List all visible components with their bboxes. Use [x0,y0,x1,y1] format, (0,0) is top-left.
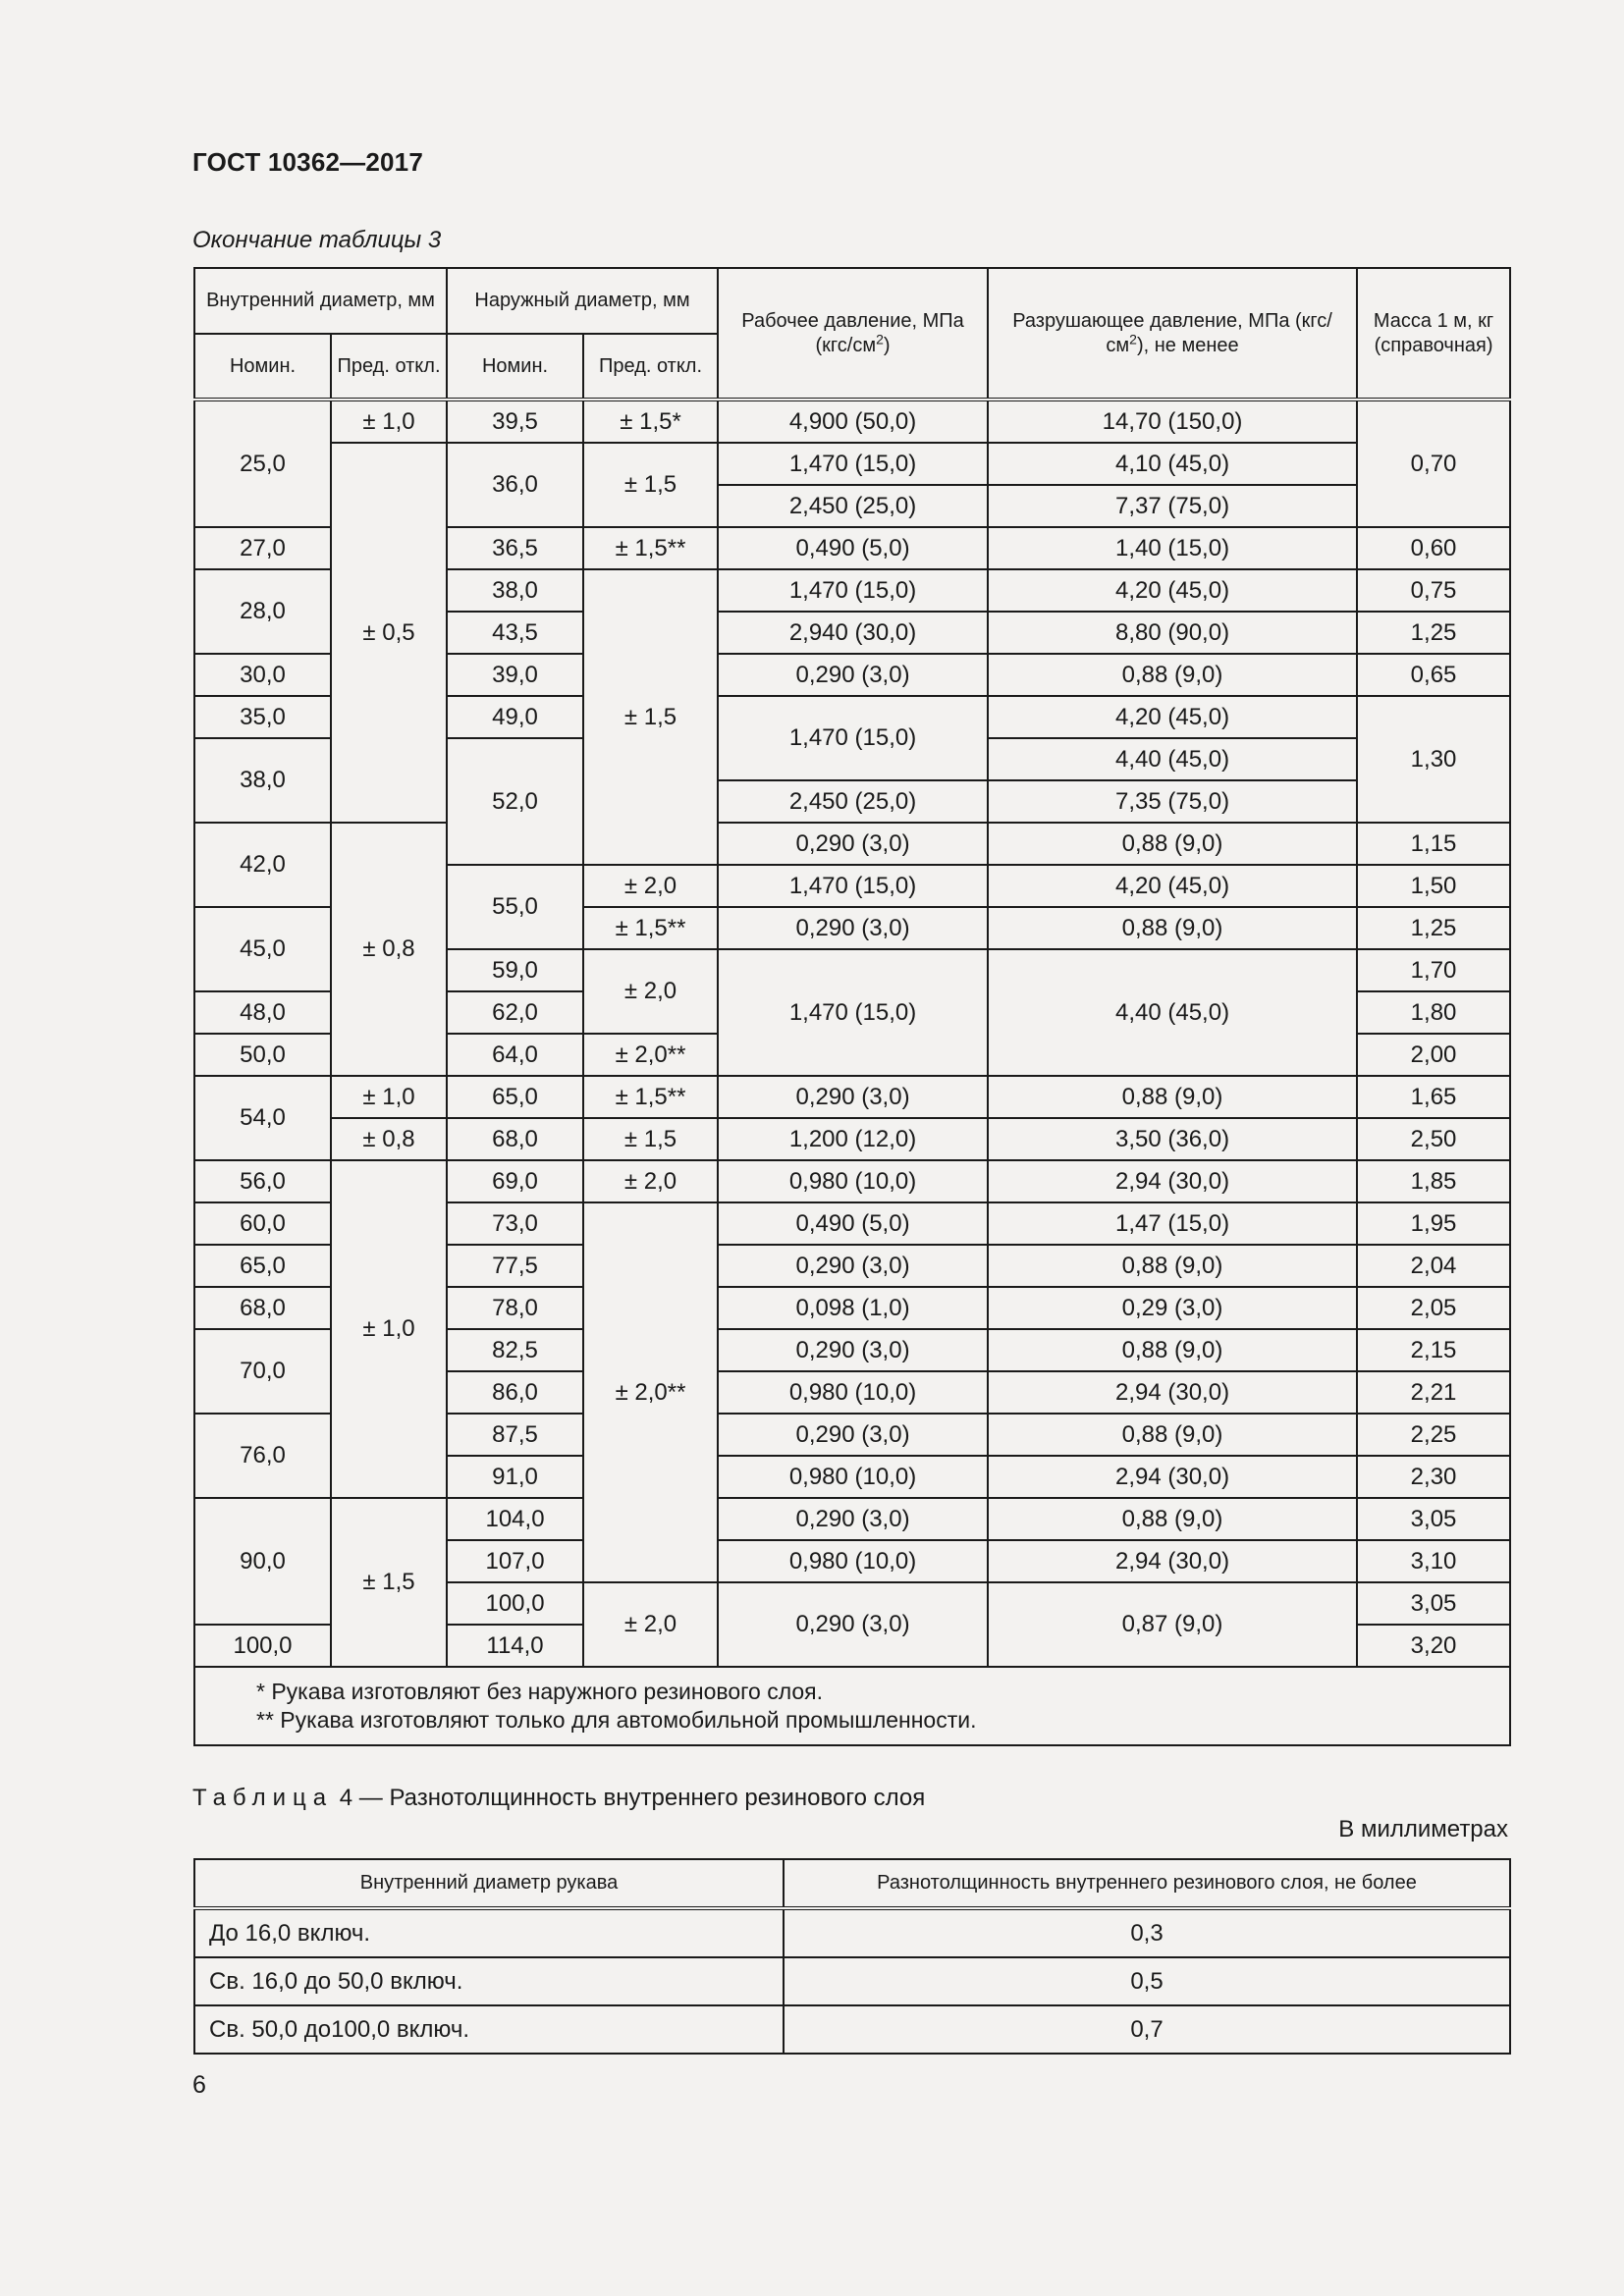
table-row [194,1118,1510,1160]
table4 [193,1858,1511,2055]
standard-title: ГОСТ 10362—2017 [192,147,423,177]
cell-burst-pressure: 4,40 (45,0) [988,738,1357,780]
cell-outer-tolerance: ± 1,5 [583,443,718,527]
cell-inner-nominal: 100,0 [194,1625,331,1667]
cell-inner-nominal: 68,0 [194,1287,331,1329]
cell-outer-nominal: 73,0 [447,1202,583,1245]
footnote-double-star: ** Рукава изготовляют только для автомобильной промышленности. [256,1707,977,1733]
cell-working-pressure: 2,450 (25,0) [718,780,988,823]
cell-inner-nominal: 35,0 [194,696,331,738]
cell-outer-tolerance: ± 1,5 [583,1118,718,1160]
cell-working-pressure: 0,290 (3,0) [718,1498,988,1540]
cell-mass: 0,70 [1357,400,1510,527]
footnote-single-star: * Рукава изготовляют без наружного резинового слоя. [256,1679,824,1704]
header-outer-nominal: Номин. [447,334,583,400]
table3 [193,267,1511,1746]
cell-inner-tolerance: ± 0,8 [331,1118,447,1160]
cell-working-pressure: 1,470 (15,0) [718,696,988,780]
cell-mass: 1,15 [1357,823,1510,865]
cell-mass: 3,20 [1357,1625,1510,1667]
cell-burst-pressure: 14,70 (150,0) [988,400,1357,443]
cell-outer-nominal: 38,0 [447,569,583,612]
cell-burst-pressure: 0,88 (9,0) [988,654,1357,696]
cell-inner-nominal: 90,0 [194,1498,331,1625]
cell-inner-tolerance: ± 1,0 [331,400,447,443]
table4-cell-diameter: Св. 16,0 до 50,0 включ. [194,1957,784,2005]
table4-header-thickness: Разнотолщинность внутреннего резинового слоя, не более [784,1859,1510,1908]
cell-inner-tolerance: ± 0,8 [331,823,447,1076]
table-row [194,1498,1510,1540]
cell-inner-nominal: 70,0 [194,1329,331,1414]
cell-outer-nominal: 65,0 [447,1076,583,1118]
cell-working-pressure: 2,450 (25,0) [718,485,988,527]
cell-burst-pressure: 0,29 (3,0) [988,1287,1357,1329]
table3-notes-row [194,1667,1510,1745]
cell-burst-pressure: 4,20 (45,0) [988,696,1357,738]
cell-working-pressure: 0,980 (10,0) [718,1371,988,1414]
cell-inner-nominal: 50,0 [194,1034,331,1076]
cell-burst-pressure: 0,88 (9,0) [988,1076,1357,1118]
cell-mass: 1,70 [1357,949,1510,991]
cell-inner-nominal: 25,0 [194,400,331,527]
cell-burst-pressure: 3,50 (36,0) [988,1118,1357,1160]
cell-inner-tolerance: ± 1,5 [331,1498,447,1667]
cell-working-pressure: 0,490 (5,0) [718,527,988,569]
table-row [194,443,1510,485]
cell-inner-nominal: 56,0 [194,1160,331,1202]
cell-mass: 1,85 [1357,1160,1510,1202]
cell-burst-pressure: 0,88 (9,0) [988,1498,1357,1540]
cell-inner-tolerance: ± 0,5 [331,443,447,823]
table4-caption [192,1785,925,1812]
cell-mass: 2,50 [1357,1118,1510,1160]
table-row [194,1957,1510,2005]
cell-outer-nominal: 52,0 [447,738,583,865]
cell-outer-nominal: 91,0 [447,1456,583,1498]
cell-outer-tolerance: ± 1,5 [583,569,718,865]
cell-mass: 2,00 [1357,1034,1510,1076]
cell-outer-nominal: 36,5 [447,527,583,569]
cell-outer-nominal: 39,0 [447,654,583,696]
table4-cell-thickness: 0,3 [784,1908,1510,1957]
cell-working-pressure: 1,470 (15,0) [718,569,988,612]
cell-mass: 3,05 [1357,1582,1510,1625]
table-row [194,1076,1510,1118]
cell-outer-nominal: 55,0 [447,865,583,949]
table3-notes [194,1667,1510,1745]
cell-mass: 0,65 [1357,654,1510,696]
cell-outer-nominal: 59,0 [447,949,583,991]
table3-caption: Окончание таблицы 3 [192,227,442,253]
cell-working-pressure: 2,940 (30,0) [718,612,988,654]
cell-mass: 1,65 [1357,1076,1510,1118]
cell-inner-nominal: 42,0 [194,823,331,907]
cell-inner-nominal: 54,0 [194,1076,331,1160]
table-row [194,1160,1510,1202]
cell-outer-nominal: 69,0 [447,1160,583,1202]
cell-burst-pressure: 0,87 (9,0) [988,1582,1357,1667]
table4-header-diameter: Внутренний диаметр рукава [194,1859,784,1908]
cell-burst-pressure: 2,94 (30,0) [988,1540,1357,1582]
cell-working-pressure: 0,290 (3,0) [718,823,988,865]
cell-inner-nominal: 27,0 [194,527,331,569]
cell-burst-pressure: 4,40 (45,0) [988,949,1357,1076]
page-number: 6 [192,2071,206,2099]
cell-outer-tolerance: ± 1,5** [583,527,718,569]
table4-cell-diameter: До 16,0 включ. [194,1908,784,1957]
cell-burst-pressure: 7,35 (75,0) [988,780,1357,823]
cell-inner-tolerance: ± 1,0 [331,1076,447,1118]
cell-burst-pressure: 0,88 (9,0) [988,1414,1357,1456]
cell-working-pressure: 0,290 (3,0) [718,654,988,696]
cell-outer-nominal: 114,0 [447,1625,583,1667]
cell-working-pressure: 4,900 (50,0) [718,400,988,443]
header-inner-diameter: Внутренний диаметр, мм [194,268,447,334]
cell-working-pressure: 1,470 (15,0) [718,865,988,907]
cell-outer-nominal: 107,0 [447,1540,583,1582]
cell-mass: 1,30 [1357,696,1510,823]
cell-inner-nominal: 45,0 [194,907,331,991]
cell-outer-nominal: 104,0 [447,1498,583,1540]
cell-working-pressure: 1,470 (15,0) [718,443,988,485]
cell-outer-nominal: 43,5 [447,612,583,654]
cell-inner-nominal: 30,0 [194,654,331,696]
cell-working-pressure: 0,490 (5,0) [718,1202,988,1245]
table4-title: 4 — Разнотолщинность внутреннего резинового слоя [339,1785,926,1811]
cell-mass: 2,15 [1357,1329,1510,1371]
cell-outer-nominal: 62,0 [447,991,583,1034]
table4-cell-thickness: 0,7 [784,2005,1510,2054]
table-row [194,823,1510,865]
cell-outer-tolerance: ± 2,0** [583,1034,718,1076]
table-row [194,2005,1510,2054]
header-working-pressure: Рабочее давление, МПа $(кгс/см^2)$ [718,268,988,400]
cell-working-pressure: 0,290 (3,0) [718,1076,988,1118]
cell-outer-tolerance: ± 2,0** [583,1202,718,1582]
cell-burst-pressure: 4,10 (45,0) [988,443,1357,485]
cell-inner-nominal: 28,0 [194,569,331,654]
cell-mass: 2,21 [1357,1371,1510,1414]
header-burst-pressure: Разрушающее давление, МПа $(кгс/см^2)$, не менее [988,268,1357,400]
cell-outer-nominal: 36,0 [447,443,583,527]
cell-outer-nominal: 39,5 [447,400,583,443]
cell-mass: 1,25 [1357,612,1510,654]
cell-mass: 0,75 [1357,569,1510,612]
cell-outer-nominal: 64,0 [447,1034,583,1076]
table-row [194,400,1510,443]
cell-working-pressure: 0,980 (10,0) [718,1160,988,1202]
cell-burst-pressure: 0,88 (9,0) [988,1329,1357,1371]
cell-outer-tolerance: ± 1,5** [583,1076,718,1118]
cell-working-pressure: 0,290 (3,0) [718,1582,988,1667]
cell-mass: 2,04 [1357,1245,1510,1287]
table4-cell-diameter: Св. 50,0 до100,0 включ. [194,2005,784,2054]
header-outer-diameter: Наружный диаметр, мм [447,268,718,334]
cell-burst-pressure: 4,20 (45,0) [988,865,1357,907]
cell-outer-nominal: 49,0 [447,696,583,738]
cell-outer-tolerance: ± 2,0 [583,1160,718,1202]
cell-mass: 0,60 [1357,527,1510,569]
cell-inner-tolerance: ± 1,0 [331,1160,447,1498]
cell-working-pressure: 0,290 (3,0) [718,1414,988,1456]
cell-outer-nominal: 77,5 [447,1245,583,1287]
header-inner-tolerance: Пред. откл. [331,334,447,400]
table3-body [194,400,1510,1745]
cell-outer-tolerance: ± 2,0 [583,865,718,907]
cell-burst-pressure: 7,37 (75,0) [988,485,1357,527]
header-mass: Масса 1 м, кг (справочная) [1357,268,1510,400]
cell-mass: 1,50 [1357,865,1510,907]
cell-burst-pressure: 2,94 (30,0) [988,1456,1357,1498]
cell-working-pressure: 0,098 (1,0) [718,1287,988,1329]
cell-working-pressure: 0,980 (10,0) [718,1540,988,1582]
cell-mass: 1,25 [1357,907,1510,949]
cell-inner-nominal: 76,0 [194,1414,331,1498]
cell-burst-pressure: 1,40 (15,0) [988,527,1357,569]
cell-inner-nominal: 48,0 [194,991,331,1034]
cell-outer-tolerance: ± 1,5* [583,400,718,443]
table4-units: В миллиметрах [1338,1816,1508,1842]
cell-outer-nominal: 68,0 [447,1118,583,1160]
cell-burst-pressure: 0,88 (9,0) [988,1245,1357,1287]
cell-burst-pressure: 0,88 (9,0) [988,823,1357,865]
cell-burst-pressure: 8,80 (90,0) [988,612,1357,654]
cell-outer-nominal: 87,5 [447,1414,583,1456]
cell-mass: 2,25 [1357,1414,1510,1456]
cell-working-pressure: 1,470 (15,0) [718,949,988,1076]
cell-burst-pressure: 4,20 (45,0) [988,569,1357,612]
cell-mass: 3,05 [1357,1498,1510,1540]
cell-burst-pressure: 0,88 (9,0) [988,907,1357,949]
cell-burst-pressure: 2,94 (30,0) [988,1371,1357,1414]
cell-outer-nominal: 100,0 [447,1582,583,1625]
cell-outer-tolerance: ± 2,0 [583,949,718,1034]
cell-inner-nominal: 38,0 [194,738,331,823]
header-inner-nominal: Номин. [194,334,331,400]
cell-outer-tolerance: ± 2,0 [583,1582,718,1667]
cell-burst-pressure: 1,47 (15,0) [988,1202,1357,1245]
cell-mass: 2,30 [1357,1456,1510,1498]
cell-mass: 2,05 [1357,1287,1510,1329]
cell-outer-nominal: 86,0 [447,1371,583,1414]
cell-mass: 1,95 [1357,1202,1510,1245]
cell-burst-pressure: 2,94 (30,0) [988,1160,1357,1202]
cell-working-pressure: 0,290 (3,0) [718,907,988,949]
table4-label: Таблица [192,1785,334,1811]
cell-outer-nominal: 78,0 [447,1287,583,1329]
cell-working-pressure: 0,980 (10,0) [718,1456,988,1498]
cell-outer-nominal: 82,5 [447,1329,583,1371]
cell-inner-nominal: 65,0 [194,1245,331,1287]
cell-working-pressure: 1,200 (12,0) [718,1118,988,1160]
cell-working-pressure: 0,290 (3,0) [718,1245,988,1287]
cell-inner-nominal: 60,0 [194,1202,331,1245]
table-row [194,1908,1510,1957]
cell-mass: 1,80 [1357,991,1510,1034]
table4-cell-thickness: 0,5 [784,1957,1510,2005]
header-outer-tolerance: Пред. откл. [583,334,718,400]
cell-outer-tolerance: ± 1,5** [583,907,718,949]
cell-working-pressure: 0,290 (3,0) [718,1329,988,1371]
cell-mass: 3,10 [1357,1540,1510,1582]
